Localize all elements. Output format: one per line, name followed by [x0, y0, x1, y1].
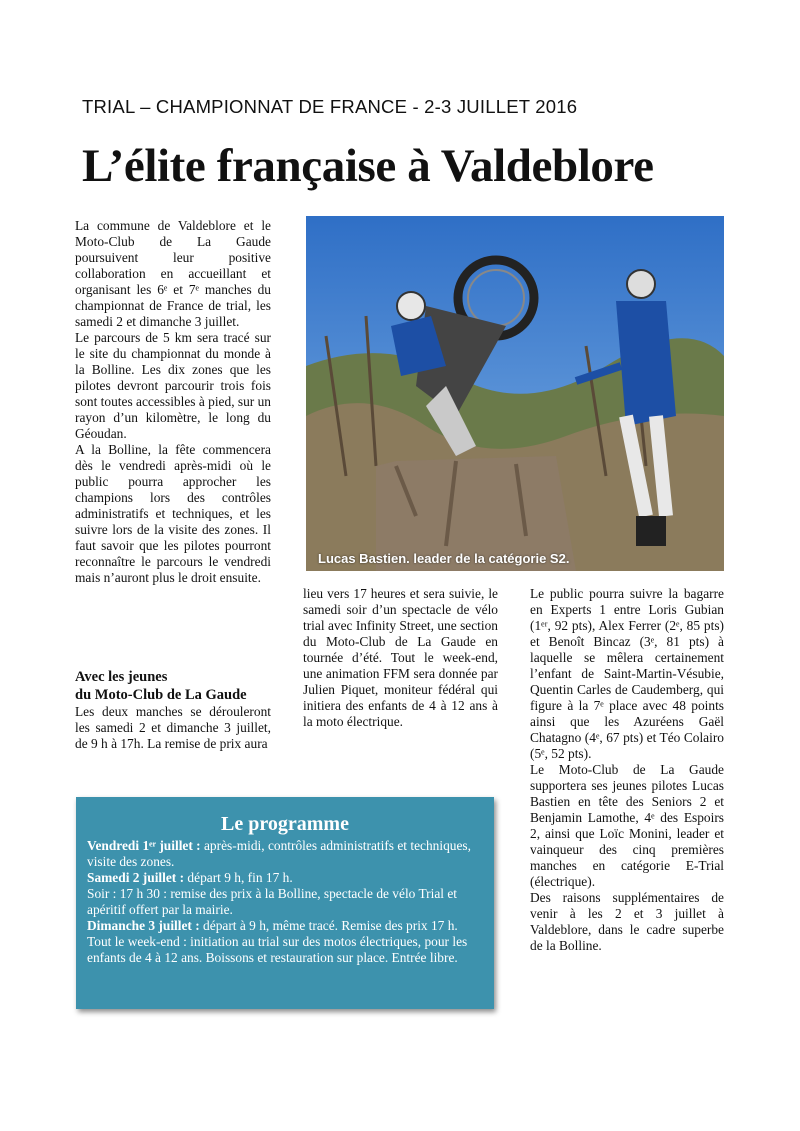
article-column-1 — [75, 218, 271, 586]
programme-title: Le programme — [221, 813, 349, 835]
paragraph-6: Le Moto-Club de La Gaude supportera ses jeunes pilotes Lucas Bastien en tête des Seniors 2 et Benjamin Lamothe, 4ᵉ des Espoirs 2, ainsi que Loïc Monini, leader et vainqueur des cinq premières manches en catégorie E-Trial (électrique). — [530, 762, 724, 889]
programme-sunday — [87, 918, 487, 934]
trial-photo-image — [306, 216, 724, 571]
paragraph-7: Des raisons supplémentaires de venir à les 2 et 3 juillet à Valdeblore, dans le cadre superbe de la Bolline. — [530, 890, 724, 953]
saturday-label: Samedi 2 juillet : — [87, 870, 185, 885]
sunday-label: Dimanche 3 juillet : — [87, 918, 200, 933]
article-column-3 — [530, 586, 724, 954]
paragraph-4-start: Les deux manches se dérouleront les samedi 2 et dimanche 3 juillet, de 9 h à 17h. La remise de prix aura — [75, 704, 271, 751]
programme-box — [76, 797, 494, 1009]
photo-caption: Lucas Bastien. leader de la catégorie S2. — [318, 551, 570, 566]
friday-text: après-midi, contrôles administratifs et techniques, visite des zones. — [87, 838, 471, 869]
programme-friday — [87, 838, 487, 870]
kicker: TRIAL – CHAMPIONNAT DE FRANCE - 2-3 JUILLET 2016 — [82, 96, 578, 117]
article-column-2 — [303, 586, 498, 730]
friday-label: Vendredi 1ᵉʳ juillet : — [87, 838, 201, 853]
sunday-text: départ à 9 h, même tracé. Remise des prix 17 h. — [199, 918, 458, 933]
subheading-line-2: du Moto-Club de La Gaude — [75, 687, 247, 703]
paragraph-1: La commune de Valdeblore et le Moto-Club de La Gaude poursuivent leur positive collaboration en accueillant et organisant les 6ᵉ et 7ᵉ manches du championnat de France de trial, les samedi 2 et dimanche 3 juillet. — [75, 218, 271, 329]
saturday-text: départ 9 h, fin 17 h. — [184, 870, 293, 885]
paragraph-4-continued: lieu vers 17 heures et sera suivie, le samedi soir d’un spectacle de vélo trial avec Infinity Street, une section du Moto-Club de La Gaude en tournée d’été. Tout le week-end, une animation FFM sera donnée par Julien Piquet, moniteur fédéral qui initiera des enfants de 4 à 12 ans à la moto électrique. — [303, 586, 498, 729]
article-column-1-bottom — [75, 668, 271, 752]
paragraph-5: Le public pourra suivre la bagarre en Experts 1 entre Loris Gubian (1ᵉʳ, 92 pts), Alex Ferrer (2ᵉ, 85 pts) et Benoît Bincaz (3ᵉ, 81 pts) à laquelle se mêlera certainement l’enfant de Saint-Martin-Vésubie, Quentin Carles de Caudemberg, qui figure à la 7ᵉ place avec 48 points ainsi que les Azuréens Gaël Chatagno (4ᵉ, 67 pts) et Téo Colairo (5ᵉ, 52 pts). — [530, 586, 724, 761]
paragraph-2: Le parcours de 5 km sera tracé sur le site du championnat du monde à la Bolline. Les dix zones que les pilotes devront parcourir trois fois sont toutes accessibles à pied, sur un rayon d’un kilomètre, le long du Géoudan. — [75, 330, 271, 441]
trial-photo — [306, 216, 724, 571]
programme-saturday — [87, 870, 487, 886]
programme-lines — [87, 838, 487, 966]
headline: L’élite française à Valdeblore — [82, 140, 654, 192]
programme-saturday-evening: Soir : 17 h 30 : remise des prix à la Bolline, spectacle de vélo Trial et apéritif offert par la mairie. — [87, 886, 458, 917]
subheading-line-1: Avec les jeunes — [75, 669, 168, 685]
paragraph-3: A la Bolline, la fête commencera dès le vendredi après-midi où le public pourra approcher les champions lors des contrôles administratifs et techniques, et les suivre lors de la visite des zones. Il faut savoir que les pilotes pourront reconnaître le parcours le vendredi mais n’auront plus le droit ensuite. — [75, 442, 271, 585]
programme-weekend: Tout le week-end : initiation au trial sur des motos électriques, pour les enfants de 4 à 12 ans. Boissons et restauration sur place. Entrée libre. — [87, 934, 468, 965]
